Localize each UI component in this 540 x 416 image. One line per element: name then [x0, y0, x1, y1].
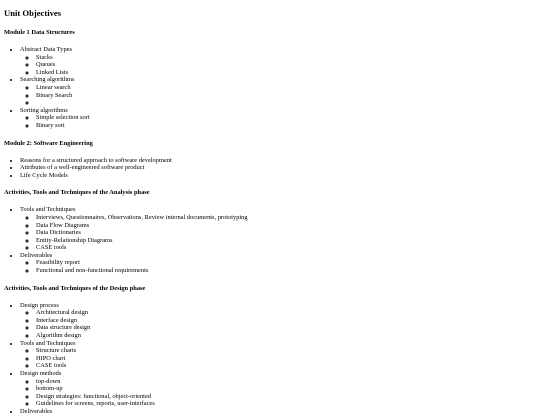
- section-list: [4, 206, 536, 274]
- list-item: [20, 76, 536, 106]
- sub-list-item: [36, 99, 536, 107]
- section-heading: Activities, Tools and Techniques of the Design phase: [4, 284, 146, 292]
- list-item-label: Design methods: [20, 370, 62, 377]
- section-list: [4, 157, 536, 180]
- sub-list: [20, 114, 536, 129]
- list-item: [20, 340, 536, 370]
- sub-list-item: ◦ Queues: [36, 61, 536, 69]
- list-item: [20, 107, 536, 130]
- sub-list-item: ◦ Linear search: [36, 84, 536, 92]
- sub-list-item: ◦ Data Flow Diagrams: [36, 222, 536, 230]
- sub-list-item: ◦ top-down: [36, 378, 536, 386]
- list-item-label: Design process: [20, 301, 59, 309]
- list-item-label: Reasons for a structured approach to software development: [20, 156, 172, 164]
- list-item-label: Attributes of a well-engineered software product: [20, 164, 145, 172]
- sub-list: [20, 84, 536, 107]
- sub-list-item: ◦ Structure charts: [36, 347, 536, 355]
- list-item-label: Searching algorithms: [20, 76, 75, 84]
- sub-list: [20, 309, 536, 339]
- page-title: Unit Objectives: [4, 8, 62, 18]
- sub-list-item: ◦ Binary Search: [36, 92, 536, 100]
- list-item: [20, 302, 536, 340]
- sub-list-item: ◦ Binary sort: [36, 122, 536, 130]
- sub-list-item: ◦ Feasibility report: [36, 259, 536, 267]
- list-item: [20, 172, 536, 180]
- list-item: [20, 164, 536, 172]
- sub-list-item: ◦ CASE tools: [36, 362, 536, 370]
- sub-list-item: ◦ Functional and non-functional requirements: [36, 267, 536, 275]
- list-item-label: Abstract Data Types: [20, 46, 72, 53]
- list-item-label: Deliverables: [20, 407, 53, 415]
- sub-list-item: ◦ HIPO chart: [36, 355, 536, 363]
- sub-list: [20, 378, 536, 408]
- sub-list-item: ◦ Design strategies: functional, object-oriented: [36, 393, 536, 401]
- list-item-label: Deliverables: [20, 251, 53, 259]
- sub-list-item: ◦ bottom-up: [36, 385, 536, 393]
- sub-list-item: ◦ Interviews, Questionnaires, Observations, Review internal documents, prototyping: [36, 214, 536, 222]
- sub-list-item: ◦ Architectural design: [36, 309, 536, 317]
- document-page: [0, 8, 540, 413]
- document-content: [4, 28, 536, 416]
- list-item: [20, 408, 536, 416]
- list-item-label: Life Cycle Models: [20, 171, 68, 179]
- sub-list-item: ◦ Simple selection sort: [36, 114, 536, 122]
- sub-list-item: ◦ Entity-Relationship Diagrams: [36, 237, 536, 245]
- list-item-label: Sorting algorithms: [20, 106, 68, 114]
- section-heading: Activities, Tools and Techniques of the Analysis phase: [4, 189, 150, 197]
- sub-list-item: ◦ Linked Lists: [36, 69, 536, 77]
- sub-list: [20, 259, 536, 274]
- list-item: [20, 157, 536, 165]
- section-list: [4, 302, 536, 416]
- sub-list-item: ◦ Guidelines for screens, reports, user-interfaces: [36, 400, 536, 408]
- list-item: [20, 252, 536, 275]
- list-item: [20, 206, 536, 252]
- sub-list-item: ◦ Interface design: [36, 317, 536, 325]
- sub-list-item: ◦ Data structure design: [36, 324, 536, 332]
- sub-list-item: ◦ Algorithm design: [36, 332, 536, 340]
- sub-list-item: ◦ Data Dictionaries: [36, 229, 536, 237]
- section-list: [4, 46, 536, 130]
- section-heading: Module 1 Data Structures: [4, 29, 75, 36]
- sub-list-item: ◦ CASE tools: [36, 244, 536, 252]
- list-item: [20, 370, 536, 408]
- sub-list-item: ◦ Stacks: [36, 54, 536, 62]
- section-heading: Module 2: Software Engineering: [4, 139, 93, 147]
- list-item-label: Tools and Techniques: [20, 206, 76, 214]
- sub-list: [20, 347, 536, 370]
- sub-list: [20, 54, 536, 77]
- list-item-label: Tools and Techniques: [20, 339, 76, 347]
- sub-list: [20, 214, 536, 252]
- list-item: [20, 46, 536, 76]
